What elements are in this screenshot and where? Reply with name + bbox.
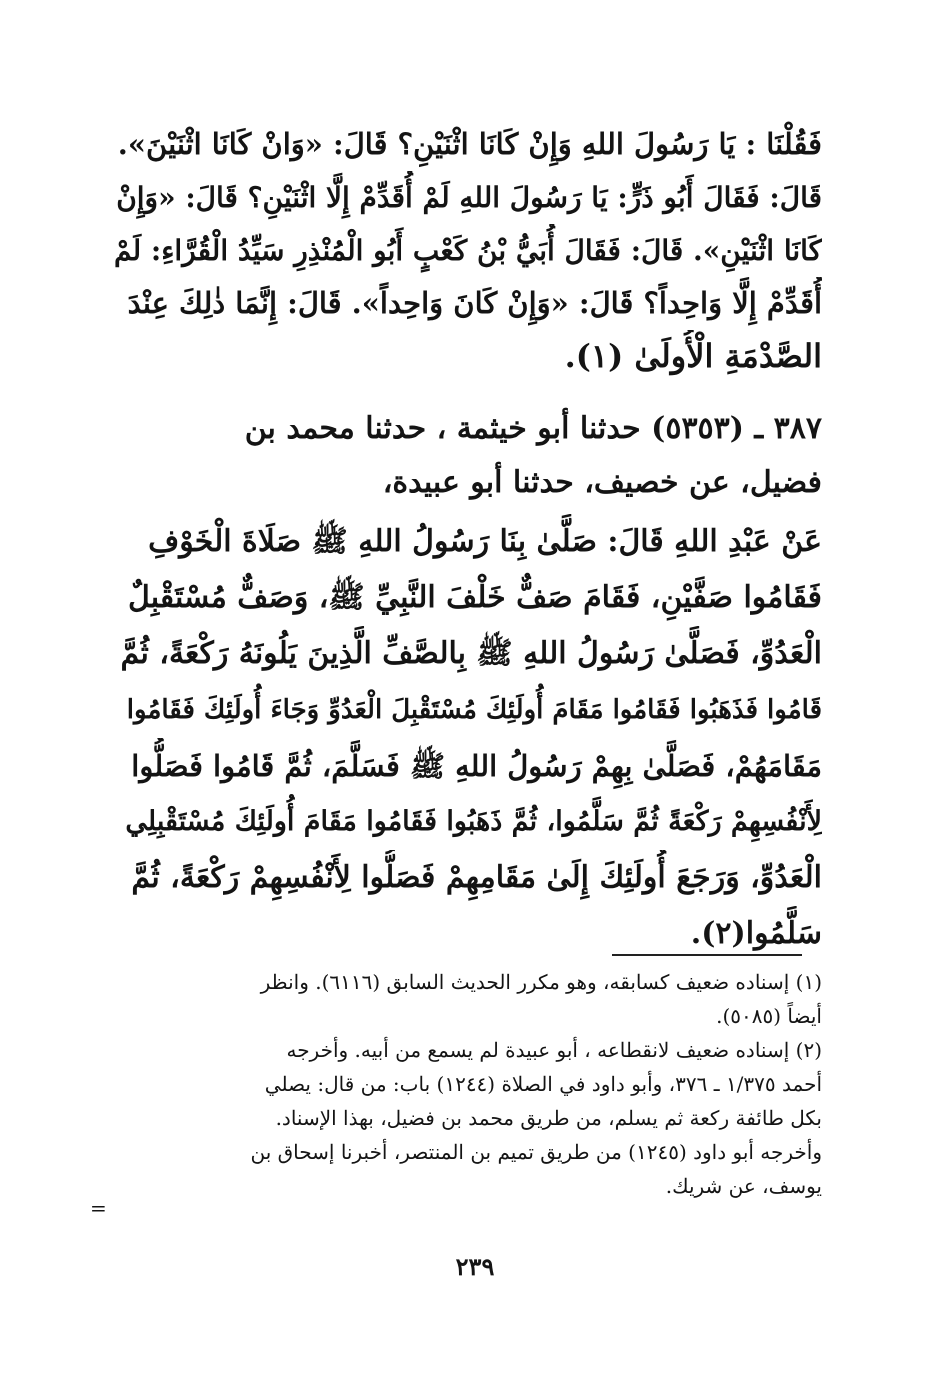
- matn-line: قَامُوا فَذَهَبُوا فَقَامُوا مَقَامَ أُولَئِكَ مُسْتَقْبِلَ الْعَدُوِّ وَجَاءَ أُولَئِكَ فَقَامُوا: [126, 695, 822, 725]
- page-number: ٢٣٩: [455, 1252, 495, 1281]
- footnote-line: بكل طائفة ركعة ثم يسلم، من طريق محمد بن فضيل، بهذا الإسناد.: [275, 1106, 822, 1130]
- hadith-text: [114, 514, 822, 962]
- matn-line: مَقَامَهُمْ، فَصَلَّىٰ بِهِمْ رَسُولُ اللهِ ﷺ فَسَلَّمَ، ثُمَّ قَامُوا فَصَلُّوا: [131, 749, 822, 783]
- footnote-line: يوسف، عن شريك.: [665, 1174, 822, 1198]
- isnad-line: ٣٨٧ ـ (٥٣٥٣) حدثنا أبو خيثمة ، حدثنا محمد بن: [244, 411, 822, 446]
- footnote-line: وأخرجه أبو داود (١٢٤٥) من طريق تميم بن المنتصر، أخبرنا إسحاق بن: [250, 1140, 822, 1164]
- text-line: أُقَدِّمْ إِلَّا وَاحِداً؟ قَالَ: «وَإِنْ كَانَ وَاحِداً». قَالَ: إِنَّمَا ذٰلِكَ عِنْدَ: [127, 286, 822, 320]
- text-line: فَقُلْنَا : يَا رَسُولَ اللهِ وَإِنْ كَانَا اثْنَيْنِ؟ قَالَ: «وَانْ كَانَا اثْنَيْنَ».: [117, 127, 822, 161]
- footnote-divider: [612, 954, 802, 956]
- text-line: كَانَا اثْنَيْنِ». قَالَ: فَقَالَ أُبَيُّ بْنُ كَعْبٍ أَبُو الْمُنْذِرِ سَيِّدُ الْقُرَّاءِ: لَمْ: [114, 234, 822, 267]
- footnote-line: أحمد ١/٣٧٥ ـ ٣٧٦، وأبو داود في الصلاة (١٢٤٤) باب: من قال: يصلي: [264, 1072, 822, 1096]
- matn-line: سَلَّمُوا(٢).: [690, 916, 822, 951]
- footnote-line: (٢) إسناده ضعيف لانقطاعه ، أبو عبيدة لم يسمع من أبيه. وأخرجه: [286, 1038, 822, 1062]
- isnad-line: فضيل، عن خصيف، حدثنا أبو عبيدة،: [382, 465, 822, 500]
- matn-line: الْعَدُوِّ، وَرَجَعَ أُولَئِكَ إِلَىٰ مَقَامِهِمْ فَصَلُّوا لِأَنْفُسِهِمْ رَكْعَةً، ثُمَّ: [131, 860, 822, 895]
- margin-continuation-mark: =: [90, 1196, 107, 1220]
- matn-line: الْعَدُوِّ، فَصَلَّىٰ رَسُولُ اللهِ ﷺ بِالصَّفِّ الَّذِينَ يَلُونَهُ رَكْعَةً، ثُمَّ: [120, 636, 822, 671]
- text-line: قَالَ: فَقَالَ أَبُو ذَرٍّ: يَا رَسُولَ اللهِ لَمْ أُقَدِّمْ إِلَّا اثْنَيْنِ؟ قَالَ: «وَإِنْ: [116, 181, 822, 214]
- matn-line: لِأَنْفُسِهِمْ رَكْعَةً ثُمَّ سَلَّمُوا، ثُمَّ ذَهَبُوا فَقَامُوا مَقَامَ أُولَئِكَ مُسْتَقْبِلِي: [125, 806, 822, 837]
- hadith-chain-of-narration: [114, 402, 822, 510]
- text-line: الصَّدْمَةِ الْأُولَىٰ (١).: [564, 337, 822, 375]
- footnote-line: أيضاً (٥٠٨٥).: [716, 1004, 822, 1028]
- footnote-line: (١) إسناده ضعيف كسابقه، وهو مكرر الحديث السابق (٦١١٦). وانظر: [260, 970, 822, 994]
- previous-hadith-ending: [114, 118, 822, 383]
- matn-line: فَقَامُوا صَفَّيْنِ، فَقَامَ صَفٌّ خَلْفَ النَّبِيِّ ﷺ، وَصَفٌّ مُسْتَقْبِلٌ: [128, 580, 822, 615]
- matn-line: عَنْ عَبْدِ اللهِ قَالَ: صَلَّىٰ بِنَا رَسُولُ اللهِ ﷺ صَلَاةَ الْخَوْفِ: [148, 524, 822, 559]
- footnotes: [114, 965, 822, 1203]
